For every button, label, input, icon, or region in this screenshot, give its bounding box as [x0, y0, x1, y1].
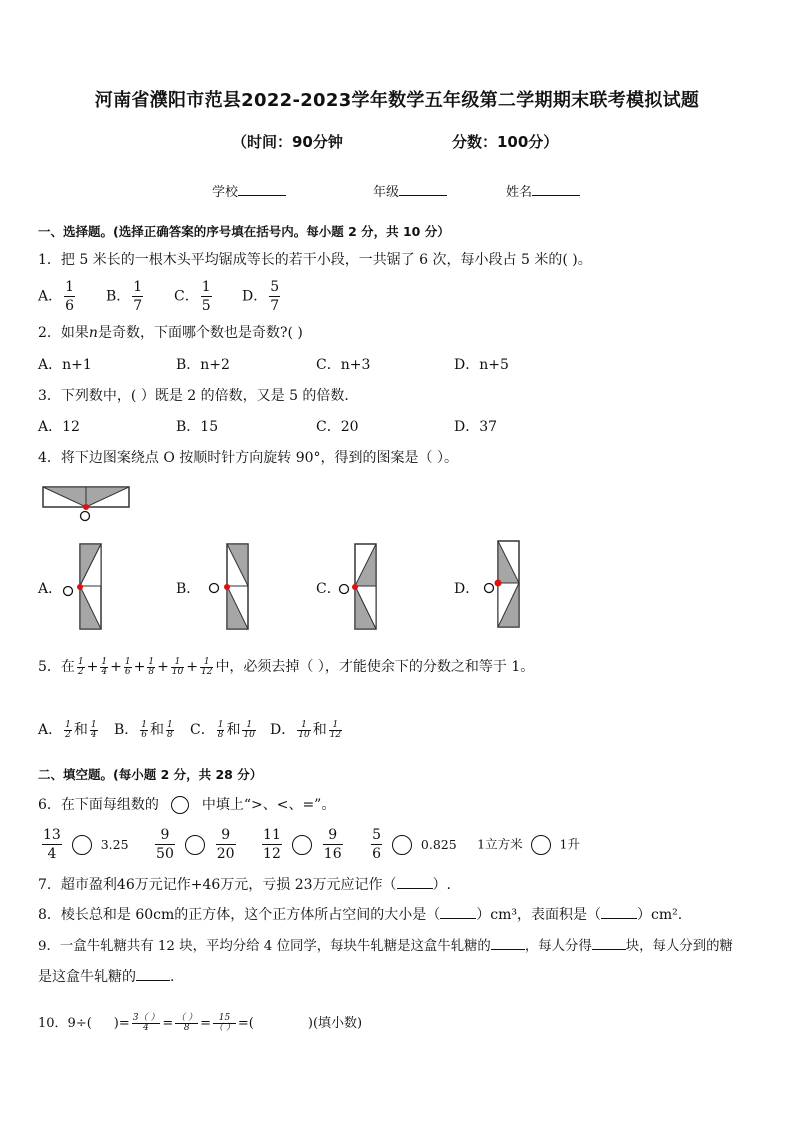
q3-option-d[interactable]: D．37	[454, 419, 498, 435]
q9-fraction-blank[interactable]	[491, 949, 525, 950]
q2-option-a[interactable]: A．n+1	[38, 357, 92, 373]
compare-circle-icon	[171, 796, 189, 814]
q4-option-a-figure[interactable]	[60, 543, 108, 631]
point-o-marker	[64, 587, 73, 596]
q9-count-blank[interactable]	[592, 949, 626, 950]
exam-time: （时间：90分钟	[232, 133, 343, 151]
rotation-point	[352, 584, 358, 590]
compare-circle-4[interactable]	[392, 835, 412, 855]
section-1-header: 一、选择题。(选择正确答案的序号填在括号内。每小题 2 分，共 10 分）	[38, 224, 450, 239]
rotation-point	[495, 580, 502, 587]
grade-field[interactable]: 年级	[373, 181, 447, 200]
name-field[interactable]: 姓名	[506, 181, 580, 200]
q8-volume-blank[interactable]	[440, 918, 476, 919]
point-o-marker	[485, 584, 494, 593]
q4-option-b-figure[interactable]	[204, 543, 252, 631]
q8-area-blank[interactable]	[601, 918, 637, 919]
q3-option-c[interactable]: C．20	[316, 419, 359, 435]
point-o-marker	[210, 584, 219, 593]
q1-option-d[interactable]: D． $\frac{5}{7}$	[242, 279, 280, 314]
question-8: 8．棱长总和是 60cm的正方体，这个正方体所占空间的大小是（ ）cm³，表面积是（ ）cm².	[38, 907, 683, 923]
question-7: 7．超市盈利46万元记作+46万元，亏损 23万元应记作（ ）.	[38, 877, 451, 893]
q5-option-a[interactable]: A． $\frac{1}{2}$ 和 $\frac{1}{4}$	[38, 719, 97, 740]
q4-option-d-figure[interactable]	[480, 540, 528, 630]
question-9-line-2: 是这盒牛轧糖的 .	[38, 969, 175, 985]
q4-original-figure	[40, 484, 132, 524]
compare-circle-5[interactable]	[531, 835, 551, 855]
q2-option-d[interactable]: D．n+5	[454, 357, 509, 373]
rotation-point	[224, 584, 230, 590]
q5-option-d[interactable]: D． $\frac{1}{10}$ 和 $\frac{1}{12}$	[270, 719, 342, 740]
exam-score: 分数：100分）	[452, 133, 559, 151]
question-9: 9．一盒牛轧糖共有 12 块，平均分给 4 位同学，每块牛轧糖是这盒牛轧糖的 ，每人分得 块，每人分到的糖	[38, 939, 733, 954]
compare-circle-3[interactable]	[292, 835, 312, 855]
q1-option-a[interactable]: A． $\frac{1}{6}$	[38, 279, 75, 314]
q4-option-c-figure[interactable]	[336, 543, 384, 631]
q5-option-c[interactable]: C． $\frac{1}{8}$ 和 $\frac{1}{10}$	[190, 719, 255, 740]
q1-option-c[interactable]: C． $\frac{1}{5}$	[174, 279, 211, 314]
point-o-marker	[81, 512, 90, 521]
question-1: 1．把 5 米长的一根木头平均锯成等长的若干小段，一共锯了 6 次，每小段占 5 米的( )。	[38, 252, 592, 268]
question-2: 2．如果n是奇数，下面哪个数也是奇数?( )	[38, 325, 303, 341]
question-3: 3．下列数中，( ）既是 2 的倍数，又是 5 的倍数．	[38, 388, 359, 404]
rotation-point	[83, 504, 89, 510]
section-2-header: 二、填空题。(每小题 2 分，共 28 分）	[38, 767, 263, 782]
left-triangle	[43, 487, 86, 507]
q2-option-c[interactable]: C．n+3	[316, 357, 371, 373]
q4-option-a[interactable]: A．	[38, 581, 63, 597]
right-triangle	[86, 487, 129, 507]
q1-option-b[interactable]: B． $\frac{1}{7}$	[106, 279, 143, 314]
school-field[interactable]: 学校	[212, 181, 286, 200]
q5-option-b[interactable]: B． $\frac{1}{6}$ 和 $\frac{1}{8}$	[114, 719, 173, 740]
question-4: 4．将下边图案绕点 O 按顺时针方向旋转 90°，得到的图案是（ ）。	[38, 450, 458, 466]
question-5: 5．在 $\frac{1}{2}$ + $\frac{1}{4}$ + $\frac{1}{6}$ + $\frac{1}{8}$ + $\frac{1}{10}$ + $\frac{1}{12}$ 中，必须去掉（ ），才能使余下的分数之和等于 1。	[38, 656, 535, 677]
point-o-marker	[340, 585, 349, 594]
q7-answer-blank[interactable]	[397, 888, 433, 889]
rotation-point	[77, 584, 83, 590]
q4-option-b[interactable]: B．	[176, 581, 201, 597]
q4-option-d[interactable]: D．	[454, 581, 480, 597]
question-6: 6．在下面每组数的 中填上“>、<、=”。	[38, 797, 336, 813]
q3-option-b[interactable]: B．15	[176, 419, 219, 435]
q9-share-blank[interactable]	[136, 980, 170, 981]
compare-circle-1[interactable]	[72, 835, 92, 855]
question-6-groups: $\frac{13}{4}$ 3.25 $\frac{9}{50}$ $\frac{9}{20}$ $\frac{11}{12}$ $\frac{9}{16}$ $\frac{5}{6}$ 0.825 1立方米 1升	[43, 827, 580, 862]
q3-option-a[interactable]: A．12	[38, 419, 80, 435]
q4-option-c[interactable]: C．	[316, 581, 341, 597]
question-5-options	[38, 719, 350, 740]
question-1-options	[38, 278, 310, 315]
question-10: 10．9÷( )= $\frac{3( )}{4}$ = $\frac{( )}{8}$ = $\frac{15}{( )}$ =( )(填小数)	[38, 1013, 363, 1033]
q2-option-b[interactable]: B．n+2	[176, 357, 230, 373]
compare-circle-2[interactable]	[185, 835, 205, 855]
page-title: 河南省濮阳市范县2022-2023学年数学五年级第二学期期末联考模拟试题	[94, 90, 700, 111]
